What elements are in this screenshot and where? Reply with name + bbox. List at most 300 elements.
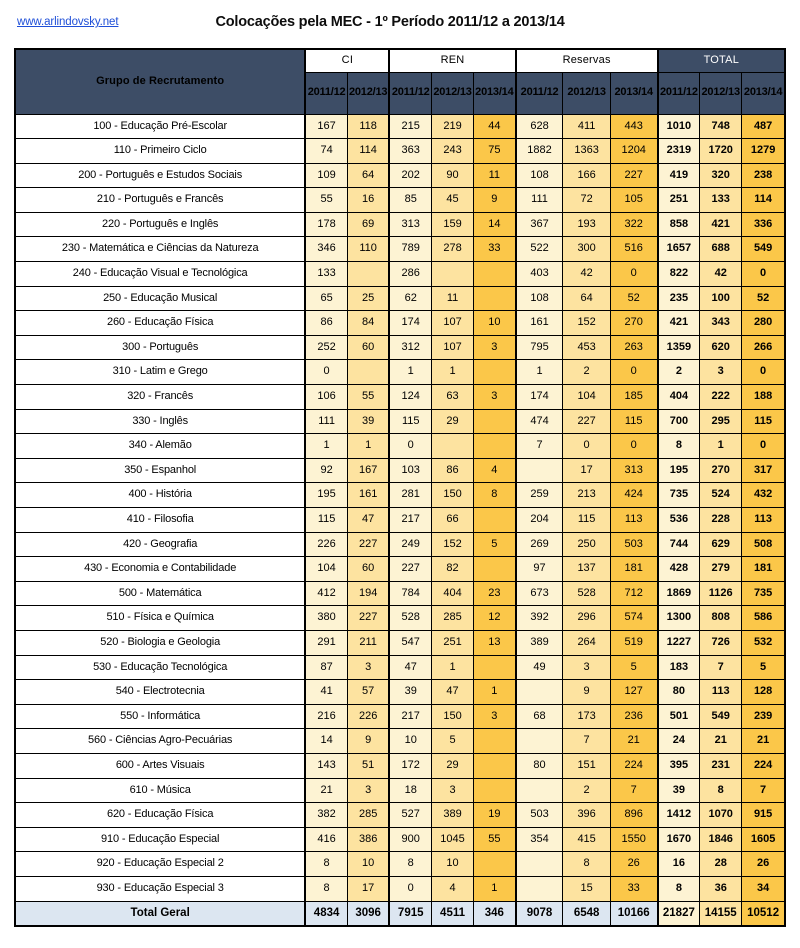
- row-label: 910 - Educação Especial: [15, 827, 305, 852]
- table-cell: 181: [742, 557, 785, 582]
- table-cell: 0: [742, 434, 785, 459]
- row-label: 420 - Geografia: [15, 532, 305, 557]
- table-cell: 227: [347, 606, 389, 631]
- table-cell: 150: [432, 704, 474, 729]
- table-cell: 487: [742, 114, 785, 139]
- table-cell: 549: [742, 237, 785, 262]
- col-group-reservas: Reservas: [516, 49, 658, 72]
- table-cell: 51: [347, 753, 389, 778]
- table-cell: 217: [389, 704, 431, 729]
- table-cell: 336: [742, 212, 785, 237]
- table-cell: 712: [610, 581, 657, 606]
- table-cell: 113: [700, 680, 742, 705]
- table-cell: 2: [563, 778, 610, 803]
- table-cell: 137: [563, 557, 610, 582]
- table-cell: 60: [347, 557, 389, 582]
- table-cell: 14: [474, 212, 516, 237]
- table-cell: 9: [474, 188, 516, 213]
- table-cell: 86: [305, 311, 347, 336]
- table-cell: 389: [432, 803, 474, 828]
- table-cell: 19: [474, 803, 516, 828]
- table-cell: 25: [347, 286, 389, 311]
- total-cell: 346: [474, 901, 516, 926]
- table-cell: 432: [742, 483, 785, 508]
- table-cell: 503: [610, 532, 657, 557]
- table-cell: 1010: [658, 114, 700, 139]
- table-cell: 236: [610, 704, 657, 729]
- placements-table: [14, 48, 786, 927]
- table-cell: 789: [389, 237, 431, 262]
- table-cell: 317: [742, 458, 785, 483]
- row-label: 250 - Educação Musical: [15, 286, 305, 311]
- table-cell: 508: [742, 532, 785, 557]
- table-cell: 519: [610, 630, 657, 655]
- table-cell: 15: [563, 876, 610, 901]
- table-cell: 412: [305, 581, 347, 606]
- row-label: 100 - Educação Pré-Escolar: [15, 114, 305, 139]
- table-cell: 549: [700, 704, 742, 729]
- table-row: [15, 876, 785, 901]
- row-label: 400 - História: [15, 483, 305, 508]
- table-cell: 403: [516, 262, 563, 287]
- table-cell: 5: [432, 729, 474, 754]
- table-cell: 4: [474, 458, 516, 483]
- table-cell: 8: [563, 852, 610, 877]
- col-header-ren-2011-12: 2011/12: [389, 72, 431, 114]
- table-cell: [474, 778, 516, 803]
- table-cell: [474, 409, 516, 434]
- table-row: [15, 188, 785, 213]
- table-cell: 3: [347, 778, 389, 803]
- table-cell: [474, 360, 516, 385]
- table-cell: 4: [432, 876, 474, 901]
- table-cell: 90: [432, 163, 474, 188]
- total-cell: 3096: [347, 901, 389, 926]
- table-cell: 516: [610, 237, 657, 262]
- table-cell: 161: [347, 483, 389, 508]
- table-cell: 110: [347, 237, 389, 262]
- table-cell: 343: [700, 311, 742, 336]
- table-cell: 133: [305, 262, 347, 287]
- table-cell: 68: [516, 704, 563, 729]
- table-cell: 124: [389, 385, 431, 410]
- table-cell: 1: [474, 680, 516, 705]
- table-cell: [474, 655, 516, 680]
- table-row: [15, 655, 785, 680]
- table-cell: 86: [432, 458, 474, 483]
- table-cell: 3: [700, 360, 742, 385]
- table-cell: 1720: [700, 139, 742, 164]
- table-cell: 87: [305, 655, 347, 680]
- row-label: 600 - Artes Visuais: [15, 753, 305, 778]
- table-cell: 18: [389, 778, 431, 803]
- table-cell: 808: [700, 606, 742, 631]
- table-cell: 227: [347, 532, 389, 557]
- table-cell: 249: [389, 532, 431, 557]
- table-cell: 389: [516, 630, 563, 655]
- table-cell: 270: [700, 458, 742, 483]
- table-cell: 404: [658, 385, 700, 410]
- table-cell: 620: [700, 335, 742, 360]
- table-row: [15, 311, 785, 336]
- table-cell: 64: [347, 163, 389, 188]
- table-cell: 11: [432, 286, 474, 311]
- table-cell: 47: [347, 508, 389, 533]
- table-cell: 29: [432, 409, 474, 434]
- table-cell: 29: [432, 753, 474, 778]
- table-cell: 150: [432, 483, 474, 508]
- table-cell: 1070: [700, 803, 742, 828]
- table-cell: 673: [516, 581, 563, 606]
- table-cell: 118: [347, 114, 389, 139]
- table-cell: 224: [610, 753, 657, 778]
- table-cell: [347, 360, 389, 385]
- row-label: 410 - Filosofia: [15, 508, 305, 533]
- table-cell: 688: [700, 237, 742, 262]
- table-cell: 404: [432, 581, 474, 606]
- table-cell: 392: [516, 606, 563, 631]
- table-row: [15, 458, 785, 483]
- table-cell: [516, 680, 563, 705]
- placements-table-wrap: [14, 48, 786, 927]
- table-cell: 1279: [742, 139, 785, 164]
- table-cell: 735: [742, 581, 785, 606]
- table-cell: 300: [563, 237, 610, 262]
- table-cell: 188: [742, 385, 785, 410]
- table-cell: 174: [389, 311, 431, 336]
- table-row: [15, 212, 785, 237]
- table-cell: [474, 262, 516, 287]
- table-cell: 281: [389, 483, 431, 508]
- table-cell: 0: [610, 262, 657, 287]
- table-cell: 415: [563, 827, 610, 852]
- table-cell: 63: [432, 385, 474, 410]
- table-cell: 363: [389, 139, 431, 164]
- table-cell: 8: [658, 876, 700, 901]
- table-row: [15, 409, 785, 434]
- table-cell: 243: [432, 139, 474, 164]
- table-cell: 396: [563, 803, 610, 828]
- table-cell: 10: [389, 729, 431, 754]
- table-cell: 532: [742, 630, 785, 655]
- table-cell: 1045: [432, 827, 474, 852]
- col-group-total: TOTAL: [658, 49, 785, 72]
- table-cell: 82: [432, 557, 474, 582]
- table-cell: [347, 262, 389, 287]
- table-cell: 1: [389, 360, 431, 385]
- total-row: [15, 901, 785, 926]
- row-label: 610 - Música: [15, 778, 305, 803]
- total-cell: 4511: [432, 901, 474, 926]
- total-cell: 10512: [742, 901, 785, 926]
- table-cell: [474, 286, 516, 311]
- col-header-ci-2012-13: 2012/13: [347, 72, 389, 114]
- table-cell: 174: [516, 385, 563, 410]
- table-cell: 1670: [658, 827, 700, 852]
- table-cell: 628: [516, 114, 563, 139]
- table-cell: 259: [516, 483, 563, 508]
- table-cell: 251: [658, 188, 700, 213]
- table-cell: 185: [610, 385, 657, 410]
- table-cell: 167: [347, 458, 389, 483]
- table-cell: 42: [563, 262, 610, 287]
- table-cell: 295: [700, 409, 742, 434]
- table-cell: 80: [658, 680, 700, 705]
- table-cell: 17: [347, 876, 389, 901]
- table-row: [15, 335, 785, 360]
- table-cell: 3: [474, 335, 516, 360]
- col-header-reservas-2012-13: 2012/13: [563, 72, 610, 114]
- table-cell: 195: [305, 483, 347, 508]
- table-cell: 313: [610, 458, 657, 483]
- table-cell: 527: [389, 803, 431, 828]
- table-cell: [516, 729, 563, 754]
- row-label: 540 - Electrotecnia: [15, 680, 305, 705]
- table-cell: 416: [305, 827, 347, 852]
- row-label: 320 - Francês: [15, 385, 305, 410]
- table-row: [15, 704, 785, 729]
- table-row: [15, 630, 785, 655]
- table-cell: 26: [742, 852, 785, 877]
- table-cell: 152: [432, 532, 474, 557]
- table-cell: 419: [658, 163, 700, 188]
- table-cell: 114: [347, 139, 389, 164]
- table-cell: 822: [658, 262, 700, 287]
- col-group-ci: CI: [305, 49, 389, 72]
- total-cell: 4834: [305, 901, 347, 926]
- table-cell: 1204: [610, 139, 657, 164]
- table-cell: 193: [563, 212, 610, 237]
- table-body: [15, 114, 785, 926]
- table-cell: 60: [347, 335, 389, 360]
- table-cell: 8: [658, 434, 700, 459]
- row-label: 200 - Português e Estudos Sociais: [15, 163, 305, 188]
- table-cell: 64: [563, 286, 610, 311]
- table-cell: 858: [658, 212, 700, 237]
- table-cell: 113: [742, 508, 785, 533]
- table-cell: 784: [389, 581, 431, 606]
- table-cell: 5: [610, 655, 657, 680]
- table-cell: 9: [563, 680, 610, 705]
- table-cell: 109: [305, 163, 347, 188]
- table-cell: 501: [658, 704, 700, 729]
- table-cell: 72: [563, 188, 610, 213]
- table-cell: 39: [389, 680, 431, 705]
- table-cell: 395: [658, 753, 700, 778]
- table-cell: 1: [474, 876, 516, 901]
- table-cell: 1550: [610, 827, 657, 852]
- table-cell: 424: [610, 483, 657, 508]
- table-cell: 1412: [658, 803, 700, 828]
- table-row: [15, 508, 785, 533]
- table-cell: 1869: [658, 581, 700, 606]
- table-cell: 7: [700, 655, 742, 680]
- table-cell: 10: [474, 311, 516, 336]
- table-cell: 115: [563, 508, 610, 533]
- row-label: 920 - Educação Especial 2: [15, 852, 305, 877]
- table-cell: 3: [474, 385, 516, 410]
- table-cell: 226: [305, 532, 347, 557]
- table-cell: 55: [474, 827, 516, 852]
- table-cell: 266: [742, 335, 785, 360]
- table-cell: 1359: [658, 335, 700, 360]
- table-cell: 219: [432, 114, 474, 139]
- table-cell: 224: [742, 753, 785, 778]
- table-cell: [474, 508, 516, 533]
- table-cell: 152: [563, 311, 610, 336]
- col-header-ren-2012-13: 2012/13: [432, 72, 474, 114]
- table-cell: [432, 262, 474, 287]
- table-cell: 217: [389, 508, 431, 533]
- header-row-groups: [15, 49, 785, 72]
- table-cell: 278: [432, 237, 474, 262]
- table-cell: 748: [700, 114, 742, 139]
- table-cell: 8: [474, 483, 516, 508]
- table-cell: 215: [389, 114, 431, 139]
- table-cell: 528: [563, 581, 610, 606]
- table-cell: 55: [305, 188, 347, 213]
- table-cell: 9: [347, 729, 389, 754]
- table-cell: 14: [305, 729, 347, 754]
- table-row: [15, 753, 785, 778]
- row-label: 930 - Educação Especial 3: [15, 876, 305, 901]
- table-cell: 235: [658, 286, 700, 311]
- table-head: [15, 49, 785, 114]
- table-cell: [474, 753, 516, 778]
- table-cell: 26: [610, 852, 657, 877]
- table-cell: 108: [516, 163, 563, 188]
- table-cell: 726: [700, 630, 742, 655]
- table-cell: 97: [516, 557, 563, 582]
- table-cell: 213: [563, 483, 610, 508]
- table-cell: 111: [516, 188, 563, 213]
- row-label: 350 - Espanhol: [15, 458, 305, 483]
- total-cell: 6548: [563, 901, 610, 926]
- table-cell: 92: [305, 458, 347, 483]
- row-label: 330 - Inglês: [15, 409, 305, 434]
- table-cell: 1: [700, 434, 742, 459]
- table-cell: 111: [305, 409, 347, 434]
- row-label: 230 - Matemática e Ciências da Natureza: [15, 237, 305, 262]
- table-cell: 115: [742, 409, 785, 434]
- table-row: [15, 827, 785, 852]
- table-cell: 367: [516, 212, 563, 237]
- table-row: [15, 778, 785, 803]
- table-cell: 1657: [658, 237, 700, 262]
- table-row: [15, 852, 785, 877]
- table-cell: 1605: [742, 827, 785, 852]
- table-row: [15, 483, 785, 508]
- row-label: 560 - Ciências Agro-Pecuárias: [15, 729, 305, 754]
- table-cell: 1882: [516, 139, 563, 164]
- table-cell: 52: [742, 286, 785, 311]
- table-cell: 55: [347, 385, 389, 410]
- table-cell: 2: [658, 360, 700, 385]
- table-cell: 226: [347, 704, 389, 729]
- table-cell: 159: [432, 212, 474, 237]
- table-cell: 238: [742, 163, 785, 188]
- table-cell: [474, 434, 516, 459]
- table-row: [15, 262, 785, 287]
- row-label: 530 - Educação Tecnológica: [15, 655, 305, 680]
- table-cell: 313: [389, 212, 431, 237]
- table-cell: 166: [563, 163, 610, 188]
- table-row: [15, 680, 785, 705]
- page-title: Colocações pela MEC - 1º Período 2011/12 a 2013/14: [215, 14, 565, 30]
- table-cell: 167: [305, 114, 347, 139]
- table-cell: 1846: [700, 827, 742, 852]
- table-cell: 474: [516, 409, 563, 434]
- table-cell: [432, 434, 474, 459]
- table-cell: 47: [389, 655, 431, 680]
- table-cell: 85: [389, 188, 431, 213]
- table-cell: 915: [742, 803, 785, 828]
- col-header-total-2011-12: 2011/12: [658, 72, 700, 114]
- table-cell: 354: [516, 827, 563, 852]
- table-cell: 503: [516, 803, 563, 828]
- table-cell: 586: [742, 606, 785, 631]
- table-cell: 1300: [658, 606, 700, 631]
- table-cell: 252: [305, 335, 347, 360]
- table-cell: 204: [516, 508, 563, 533]
- table-row: [15, 385, 785, 410]
- row-label: 510 - Física e Química: [15, 606, 305, 631]
- table-cell: 74: [305, 139, 347, 164]
- table-cell: 0: [610, 434, 657, 459]
- table-cell: 42: [700, 262, 742, 287]
- table-cell: 5: [474, 532, 516, 557]
- table-cell: 11: [474, 163, 516, 188]
- table-cell: 7: [563, 729, 610, 754]
- table-cell: 33: [474, 237, 516, 262]
- table-cell: 5: [742, 655, 785, 680]
- table-cell: 216: [305, 704, 347, 729]
- table-cell: 12: [474, 606, 516, 631]
- col-header-reservas-2011-12: 2011/12: [516, 72, 563, 114]
- table-cell: 66: [432, 508, 474, 533]
- table-cell: 900: [389, 827, 431, 852]
- total-cell: 14155: [700, 901, 742, 926]
- table-cell: 8: [700, 778, 742, 803]
- total-cell: 10166: [610, 901, 657, 926]
- site-link[interactable]: www.arlindovsky.net: [17, 16, 119, 28]
- table-cell: 2: [563, 360, 610, 385]
- table-row: [15, 163, 785, 188]
- table-cell: 21: [742, 729, 785, 754]
- table-cell: 735: [658, 483, 700, 508]
- col-group-ren: REN: [389, 49, 515, 72]
- table-row: [15, 139, 785, 164]
- table-cell: 24: [658, 729, 700, 754]
- table-cell: 34: [742, 876, 785, 901]
- table-cell: 428: [658, 557, 700, 582]
- total-cell: 7915: [389, 901, 431, 926]
- table-cell: 44: [474, 114, 516, 139]
- table-cell: 3: [563, 655, 610, 680]
- table-cell: 0: [563, 434, 610, 459]
- table-cell: 528: [389, 606, 431, 631]
- table-cell: 84: [347, 311, 389, 336]
- table-row: [15, 557, 785, 582]
- table-cell: 16: [658, 852, 700, 877]
- row-label: 110 - Primeiro Ciclo: [15, 139, 305, 164]
- table-cell: 312: [389, 335, 431, 360]
- table-cell: [474, 852, 516, 877]
- table-cell: 104: [305, 557, 347, 582]
- table-cell: 39: [347, 409, 389, 434]
- table-cell: [474, 557, 516, 582]
- table-cell: 202: [389, 163, 431, 188]
